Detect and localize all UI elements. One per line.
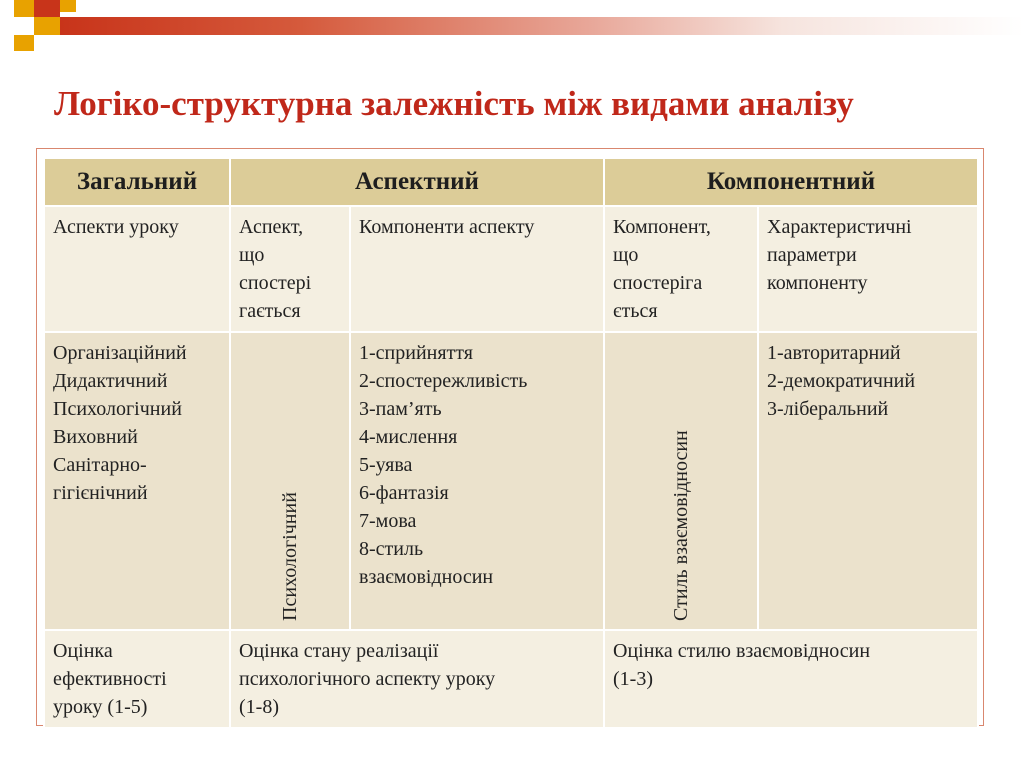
decor-square	[34, 0, 60, 17]
cell-observed-component: Компонент, що спостеріга ється	[604, 206, 758, 332]
header-row	[44, 158, 978, 206]
decor-gradient-bar	[60, 17, 1024, 35]
cell-aspect-components: Компоненти аспекту	[350, 206, 604, 332]
cell-component-parameters: Характеристичні параметри компоненту	[758, 206, 978, 332]
slide-title: Логіко-структурна залежність між видами аналізу	[54, 84, 854, 123]
header-aspect: Аспектний	[230, 158, 604, 206]
cell-style-list: 1-авторитарний 2-демократичний 3-ліберальний	[758, 332, 978, 630]
table-row	[44, 206, 978, 332]
analysis-table	[43, 157, 979, 729]
cell-component-list: 1-сприйняття 2-спостережливість 3-пам’ять 4-мислення 5-уява 6-фантазія 7-мова 8-стиль взаємовідносин	[350, 332, 604, 630]
cell-lesson-aspects: Аспекти уроку	[44, 206, 230, 332]
header-component: Компонентний	[604, 158, 978, 206]
cell-psych-aspect-score: Оцінка стану реалізації психологічного аспекту уроку (1-8)	[230, 630, 604, 728]
decor-square	[14, 0, 34, 17]
header-general: Загальний	[44, 158, 230, 206]
cell-psychological-vertical	[230, 332, 350, 630]
cell-relations-style-vertical	[604, 332, 758, 630]
cell-observed-aspect: Аспект, що спостері гається	[230, 206, 350, 332]
table-row	[44, 332, 978, 630]
cell-aspect-list: Організаційний Дидактичний Психологічний Виховний Санітарно- гігієнічний	[44, 332, 230, 630]
vertical-label: Стиль взаємовідносин	[670, 430, 692, 621]
decor-square	[14, 35, 34, 51]
vertical-label: Психологічний	[279, 492, 301, 621]
decor-square	[34, 17, 60, 35]
decor-square	[60, 0, 76, 12]
cell-effectiveness-score: Оцінка ефективності уроку (1-5)	[44, 630, 230, 728]
table-row	[44, 630, 978, 728]
cell-relations-style-score: Оцінка стилю взаємовідносин (1-3)	[604, 630, 978, 728]
